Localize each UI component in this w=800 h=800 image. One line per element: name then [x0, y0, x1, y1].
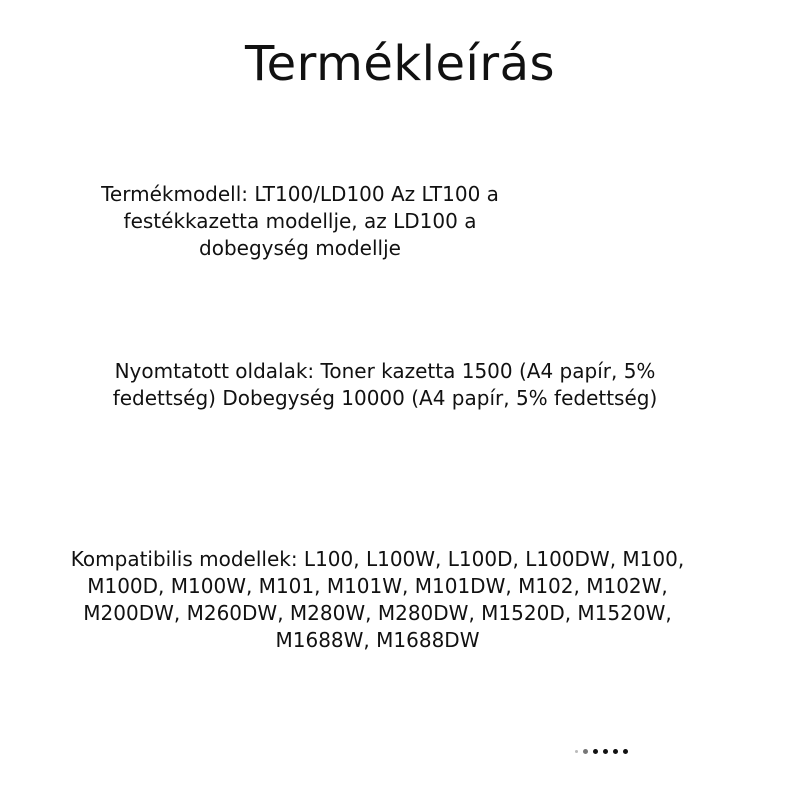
printed-pages-text: Nyomtatott oldalak: Toner kazetta 1500 (A4 papír, 5% fedettség) Dobegység 10000 (A4 papír, 5% fedettség)	[112, 359, 658, 410]
dot	[623, 749, 628, 754]
dot	[575, 750, 578, 753]
compatible-models-text: Kompatibilis modellek: L100, L100W, L100D, L100DW, M100, M100D, M100W, M101, M101W, M101DW, M102, M102W, M200DW, M260DW, M280W, M280DW, M1520D, M1520W, M1688W, M1688DW	[70, 547, 685, 652]
dot	[593, 749, 598, 754]
dot	[583, 749, 588, 754]
product-model-text: Termékmodell: LT100/LD100 Az LT100 a festékkazetta modellje, az LD100 a dobegység modellje	[101, 182, 499, 260]
page-title: Termékleírás	[244, 36, 556, 92]
dot	[613, 749, 618, 754]
dot	[603, 749, 608, 754]
watermark-dots	[575, 749, 628, 754]
